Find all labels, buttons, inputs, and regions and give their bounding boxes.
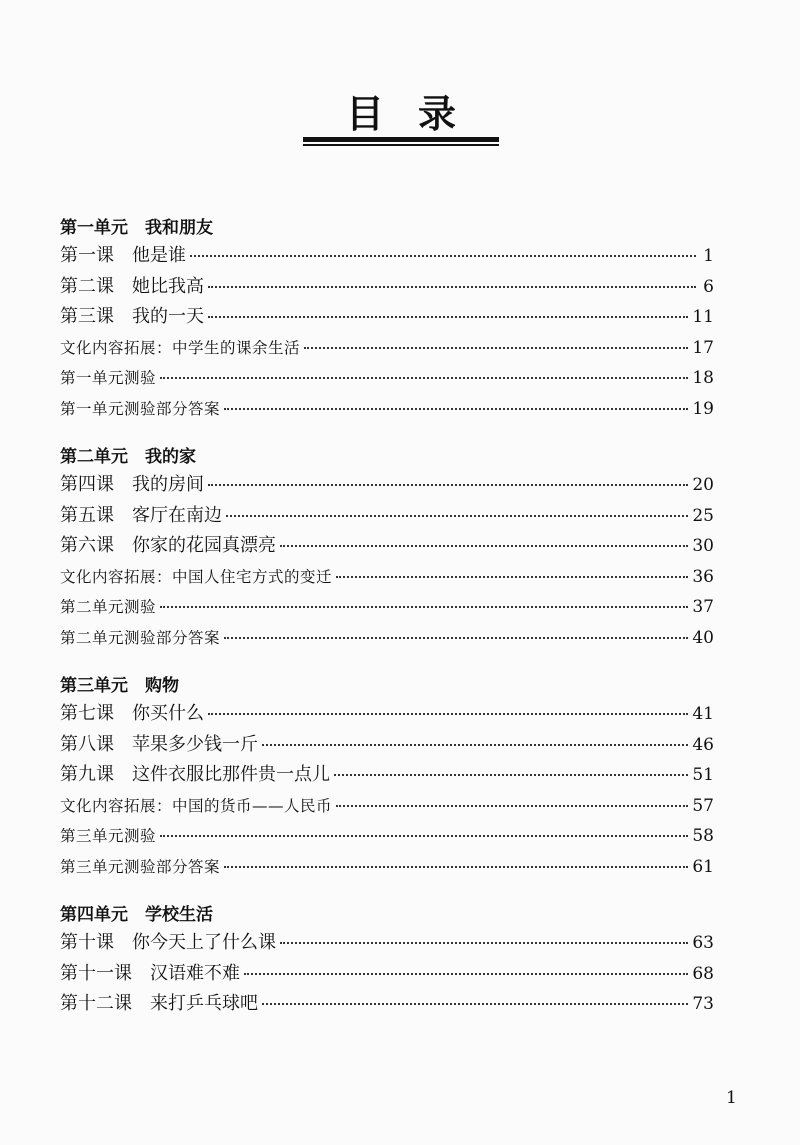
- toc-entry[interactable]: [60, 821, 714, 852]
- toc-entry-label: 文化内容拓展：中学生的课余生活: [60, 338, 301, 357]
- toc-entry-page: 61: [692, 856, 714, 877]
- toc-entry-page: 6: [703, 276, 714, 297]
- toc-entry[interactable]: [60, 562, 714, 593]
- unit-heading: 第一单元 我和朋友: [60, 218, 213, 238]
- dot-leader: [208, 314, 688, 318]
- toc-entry[interactable]: [60, 302, 714, 333]
- toc-entry-label: 第八课 苹果多少钱一斤: [60, 733, 258, 755]
- toc-unit: [60, 444, 714, 653]
- toc-entry-page: 68: [692, 963, 714, 984]
- dot-leader: [160, 375, 688, 379]
- title-underline-thin: [303, 144, 499, 146]
- toc-entry[interactable]: [60, 928, 714, 959]
- title-underline-thick: [303, 137, 499, 142]
- toc-entry[interactable]: [60, 623, 714, 654]
- toc-entry[interactable]: [60, 592, 714, 623]
- toc-unit: [60, 902, 714, 1020]
- page-number: 1: [726, 1088, 737, 1108]
- toc-entry-page: 51: [692, 765, 714, 785]
- toc-entry-page: 58: [692, 826, 714, 846]
- dot-leader: [208, 284, 696, 288]
- toc-entry[interactable]: [60, 989, 714, 1020]
- toc-entry-label: 文化内容拓展：中国的货币——人民币: [60, 796, 333, 815]
- toc-entry-page: 11: [692, 307, 714, 327]
- toc-entry-page: 19: [692, 398, 714, 419]
- dot-leader: [336, 803, 688, 807]
- toc-entry-label: 第二单元测验部分答案: [60, 628, 221, 647]
- unit-heading: 第二单元 我的家: [60, 447, 196, 467]
- toc-entry-label: 第六课 你家的花园真漂亮: [60, 535, 276, 556]
- toc-entry-page: 57: [692, 795, 714, 816]
- toc-entry[interactable]: [60, 959, 714, 990]
- toc-entry[interactable]: [60, 394, 714, 425]
- toc-entry-label: 文化内容拓展：中国人住宅方式的变迁: [60, 567, 333, 586]
- dot-leader: [262, 1001, 688, 1005]
- toc-entry-label: 第二单元测验: [60, 598, 157, 616]
- dot-leader: [280, 543, 688, 547]
- dot-leader: [336, 574, 688, 578]
- toc-entry-label: 第三单元测验: [60, 827, 157, 845]
- toc-entry-label: 第三单元测验部分答案: [60, 857, 221, 876]
- toc-entry-page: 25: [692, 505, 714, 526]
- toc-entry[interactable]: [60, 791, 714, 822]
- toc-entry-label: 第七课 你买什么: [60, 703, 204, 724]
- unit-heading: 第三单元 购物: [60, 676, 179, 696]
- toc-entry-label: 第四课 我的房间: [60, 474, 204, 495]
- toc-entry-label: 第十二课 来打乒乓球吧: [60, 993, 258, 1014]
- toc-entry-page: 37: [692, 597, 714, 617]
- title-block: [303, 92, 499, 146]
- toc-entry[interactable]: [60, 699, 714, 730]
- toc-entry-label: 第一单元测验: [60, 369, 157, 387]
- dot-leader: [160, 833, 688, 837]
- dot-leader: [208, 482, 688, 486]
- toc-entry[interactable]: [60, 852, 714, 883]
- toc-entry-page: 1: [703, 246, 714, 266]
- toc-entry-label: 第三课 我的一天: [60, 306, 204, 327]
- toc-entry-label: 第二课 她比我高: [60, 275, 204, 297]
- dot-leader: [262, 742, 688, 746]
- page-title: 目录: [345, 92, 490, 136]
- toc-entry-page: 73: [692, 994, 714, 1014]
- toc-entry-label: 第十一课 汉语难不难: [60, 962, 240, 984]
- toc-entry-label: 第五课 客厅在南边: [60, 504, 222, 526]
- toc-entry[interactable]: [60, 470, 714, 501]
- toc-entry-page: 36: [692, 566, 714, 587]
- toc-entry-page: 40: [692, 627, 714, 648]
- unit-heading: 第四单元 学校生活: [60, 905, 213, 925]
- toc-entry-page: 63: [692, 933, 714, 953]
- toc-entry[interactable]: [60, 241, 714, 272]
- toc-entry-page: 17: [692, 337, 714, 358]
- toc-entry[interactable]: [60, 501, 714, 532]
- toc-entry-page: 20: [692, 475, 714, 495]
- dot-leader: [244, 971, 688, 975]
- toc-unit: [60, 215, 714, 424]
- toc-entry[interactable]: [60, 363, 714, 394]
- toc-entry-page: 30: [692, 536, 714, 556]
- toc-entry-page: 41: [692, 704, 714, 724]
- dot-leader: [224, 635, 688, 639]
- toc-entry-label: 第九课 这件衣服比那件贵一点儿: [60, 764, 330, 785]
- dot-leader: [224, 864, 688, 868]
- dot-leader: [190, 253, 696, 257]
- toc-entry[interactable]: [60, 272, 714, 303]
- dot-leader: [304, 345, 688, 349]
- toc-entry[interactable]: [60, 730, 714, 761]
- toc-entry[interactable]: [60, 333, 714, 364]
- toc-entry[interactable]: [60, 760, 714, 791]
- dot-leader: [280, 940, 688, 944]
- table-of-contents: [60, 215, 714, 1020]
- dot-leader: [224, 406, 688, 410]
- toc-entry-label: 第一单元测验部分答案: [60, 399, 221, 418]
- toc-entry-label: 第十课 你今天上了什么课: [60, 932, 276, 953]
- dot-leader: [226, 513, 688, 517]
- toc-entry[interactable]: [60, 531, 714, 562]
- toc-entry-page: 18: [692, 368, 714, 388]
- toc-unit: [60, 673, 714, 882]
- dot-leader: [334, 772, 688, 776]
- toc-entry-label: 第一课 他是谁: [60, 245, 186, 266]
- toc-entry-page: 46: [692, 734, 714, 755]
- dot-leader: [160, 604, 688, 608]
- dot-leader: [208, 711, 688, 715]
